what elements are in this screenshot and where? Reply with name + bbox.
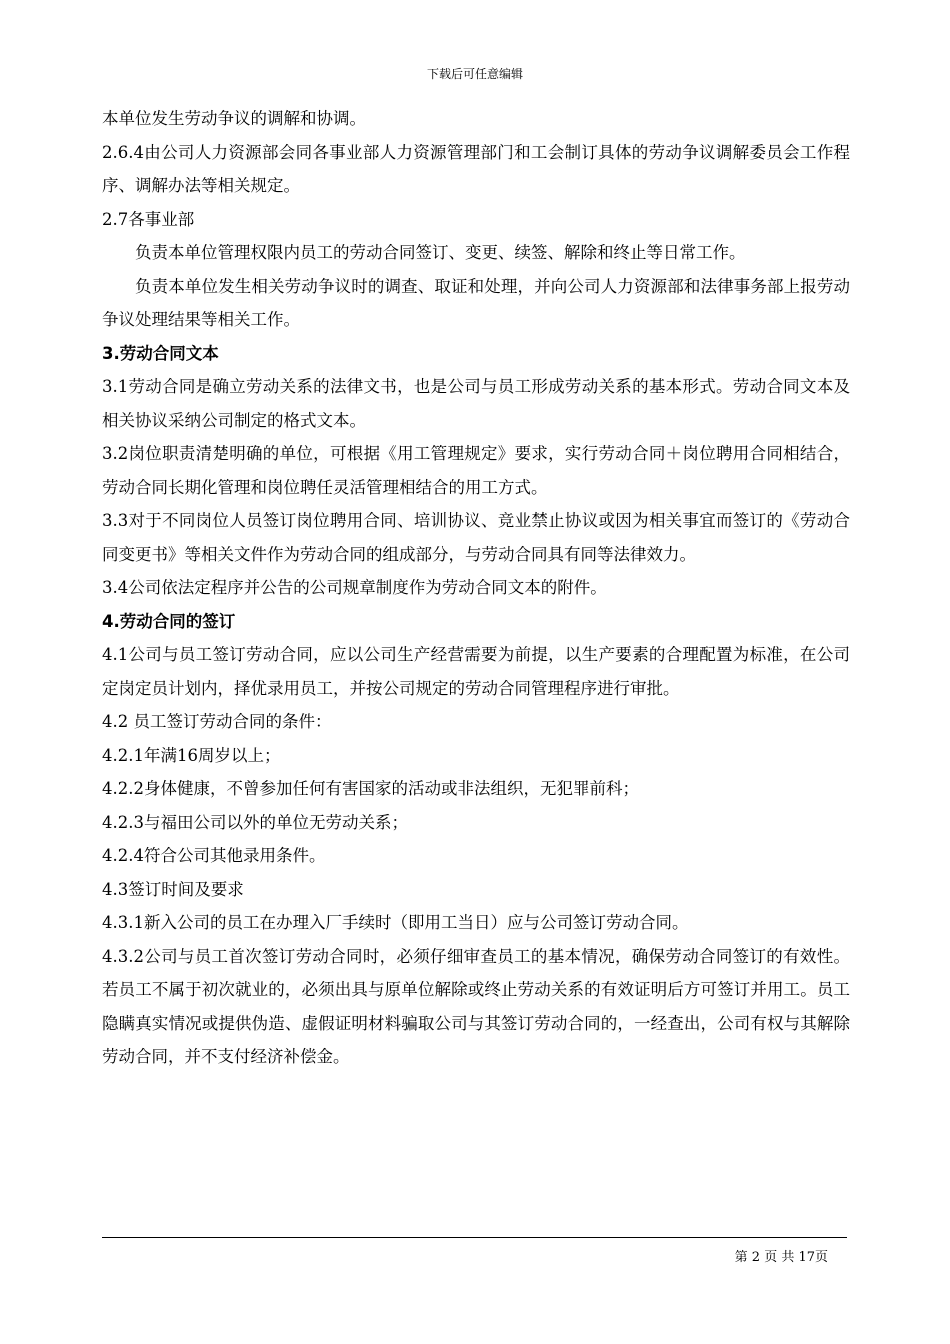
paragraph: 4.3.2公司与员工首次签订劳动合同时，必须仔细审查员工的基本情况，确保劳动合同签订的有效性。若员工不属于初次就业的，必须出具与原单位解除或终止劳动关系的有效证明后方可签订并用工。员工隐瞒真实情况或提供伪造、虚假证明材料骗取公司与其签订劳动合同的，一经查出，公司有权与其解除劳动合同，并不支付经济补偿金。 <box>102 946 850 1066</box>
paragraph: 4.2.1年满16周岁以上； <box>102 745 281 765</box>
section-heading: 3.劳动合同文本 <box>102 343 219 363</box>
paragraph: 负责本单位管理权限内员工的劳动合同签订、变更、续签、解除和终止等日常工作。 <box>135 243 746 262</box>
paragraph: 3.1劳动合同是确立劳动关系的法律文书，也是公司与员工形成劳动关系的基本形式。劳动合同文本及相关协议采纳公司制定的格式文本。 <box>102 377 850 430</box>
paragraph: 4.2.3与福田公司以外的单位无劳动关系； <box>102 812 408 832</box>
paragraph: 3.3对于不同岗位人员签订岗位聘用合同、培训协议、竞业禁止协议或因为相关事宜而签订的《劳动合同变更书》等相关文件作为劳动合同的组成部分，与劳动合同具有同等法律效力。 <box>102 511 850 564</box>
footer-divider <box>102 1237 847 1238</box>
paragraph: 4.1公司与员工签订劳动合同，应以公司生产经营需要为前提，以生产要素的合理配置为标准，在公司定岗定员计划内，择优录用员工，并按公司规定的劳动合同管理程序进行审批。 <box>102 645 850 698</box>
paragraph: 2.6.4由公司人力资源部会同各事业部人力资源管理部门和工会制订具体的劳动争议调解委员会工作程序、调解办法等相关规定。 <box>102 142 850 195</box>
paragraph: 4.2.2身体健康，不曾参加任何有害国家的活动或非法组织，无犯罪前科； <box>102 779 639 798</box>
paragraph: 3.2岗位职责清楚明确的单位，可根据《用工管理规定》要求，实行劳动合同＋岗位聘用合同相结合，劳动合同长期化管理和岗位聘任灵活管理相结合的用工方式。 <box>102 444 850 497</box>
paragraph: 4.2.4符合公司其他录用条件。 <box>102 846 326 865</box>
paragraph: 3.4公司依法定程序并公告的公司规章制度作为劳动合同文本的附件。 <box>102 578 607 597</box>
paragraph: 4.2 员工签订劳动合同的条件： <box>102 712 332 731</box>
page-number: 第 2 页 共 17页 <box>734 1250 828 1265</box>
paragraph: 2.7各事业部 <box>102 209 195 229</box>
header-note: 下载后可任意编辑 <box>426 67 523 81</box>
paragraph: 本单位发生劳动争议的调解和协调。 <box>102 109 366 128</box>
section-heading: 4.劳动合同的签订 <box>102 611 236 631</box>
document-body <box>102 102 850 1074</box>
paragraph: 4.3.1新入公司的员工在办理入厂手续时（即用工当日）应与公司签订劳动合同。 <box>102 913 689 932</box>
paragraph: 负责本单位发生相关劳动争议时的调查、取证和处理，并向公司人力资源部和法律事务部上报劳动争议处理结果等相关工作。 <box>102 276 850 329</box>
paragraph: 4.3签订时间及要求 <box>102 879 244 899</box>
